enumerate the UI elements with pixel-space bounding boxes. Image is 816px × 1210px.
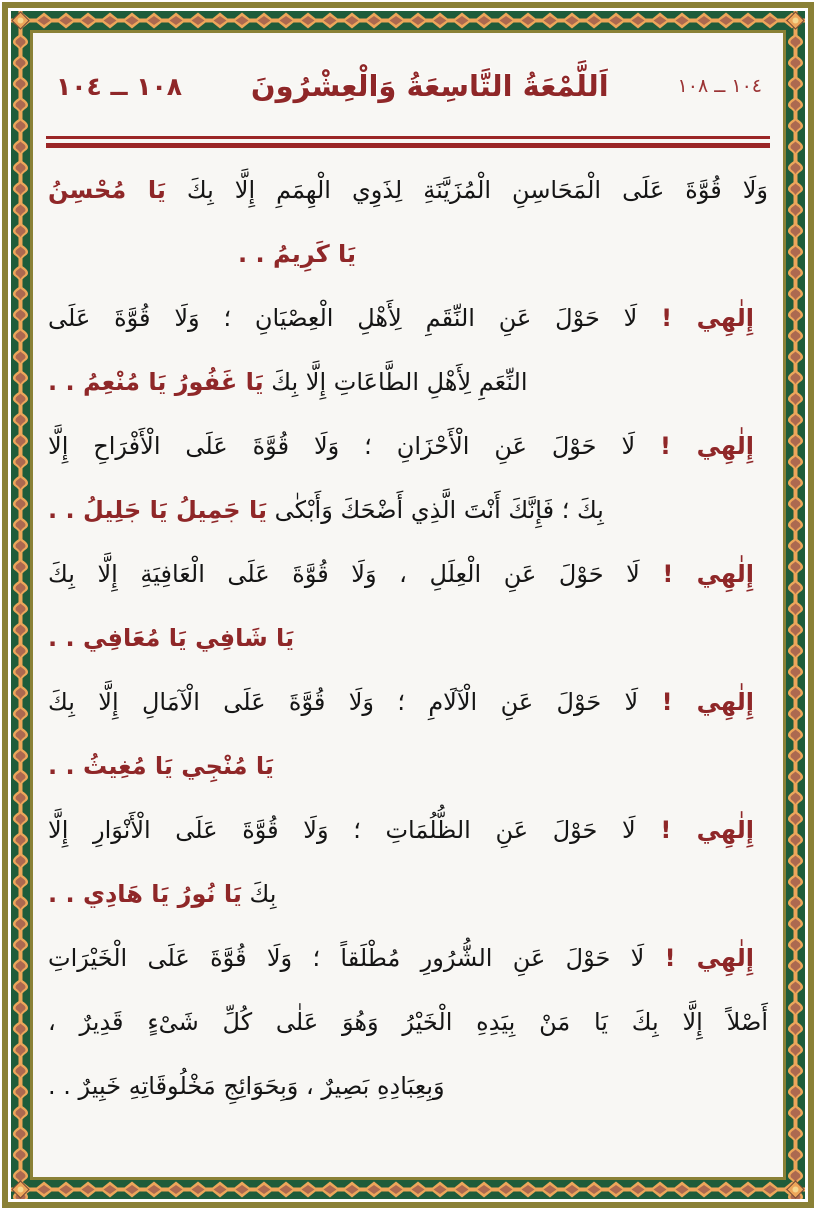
text-line: [48, 158, 768, 222]
text-line: [48, 862, 768, 926]
text-line: [48, 606, 768, 670]
text-line: [48, 222, 768, 286]
page-title: اَللَّمْعَةُ التَّاسِعَةُ وَالْعِشْرُونَ: [250, 69, 609, 103]
divine-name-emphasis: إِلٰهِي !: [660, 432, 754, 460]
text-line: [48, 350, 768, 414]
body-text-segment: النِّعَمِ لِأَهْلِ الطَّاعَاتِ إِلَّا بِكَ: [263, 368, 528, 396]
divine-name-emphasis: يَا جَمِيلُ يَا جَلِيلُ . .: [48, 496, 267, 524]
page-header: [40, 40, 776, 132]
text-line: [48, 926, 768, 990]
body-text-segment: بِكَ ؛ فَإِنَّكَ أَنْتَ الَّذِي أَضْحَكَ وَأَبْكٰى: [266, 496, 604, 524]
corner-diamond-ornament-icon: [10, 10, 31, 31]
body-text-segment: لَا حَوْلَ عَنِ النِّقَمِ لِأَهْلِ الْعِصْيَانِ ؛ وَلَا قُوَّةَ عَلَى: [48, 304, 662, 332]
body-text-segment: لَا حَوْلَ عَنِ الْأَحْزَانِ ؛ وَلَا قُوَّةَ عَلَى الْأَفْرَاحِ إِلَّا: [48, 432, 661, 460]
body-text-segment: لَا حَوْلَ عَنِ الشُّرُورِ مُطْلَقاً ؛ وَلَا قُوَّةَ عَلَى الْخَيْرَاتِ: [48, 944, 665, 972]
body-text-segment: وَبِعِبَادِهِ بَصِيرٌ ، وَبِحَوَائِجِ مَخْلُوقَاتِهِ خَبِيرٌ . .: [48, 1072, 445, 1100]
page-number-range-left: ١٠٨ ــ ١٠٤: [56, 71, 183, 101]
divine-name-emphasis: يَا كَرِيمُ . .: [238, 240, 357, 268]
divine-name-emphasis: إِلٰهِي !: [662, 560, 754, 588]
divine-name-emphasis: إِلٰهِي !: [661, 688, 754, 716]
text-line: [48, 670, 768, 734]
divine-name-emphasis: يَا مُنْجِي يَا مُغِيثُ . .: [48, 752, 274, 780]
body-text-segment: أَصْلاً إِلَّا بِكَ يَا مَنْ بِيَدِهِ الْخَيْرُ وَهُوَ عَلٰى كُلِّ شَىْءٍ قَدِيرٌ ،: [48, 1008, 768, 1036]
text-line: [48, 542, 768, 606]
prayer-text: [40, 148, 776, 1118]
text-line: [48, 734, 768, 798]
text-line: [48, 286, 768, 350]
body-text-segment: بِكَ: [241, 880, 277, 908]
divine-name-emphasis: يَا شَافِي يَا مُعَافِي . .: [48, 624, 295, 652]
text-line: [48, 798, 768, 862]
body-text-segment: لَا حَوْلَ عَنِ الظُّلُمَاتِ ؛ وَلَا قُوَّةَ عَلَى الْأَنْوَارِ إِلَّا: [48, 816, 661, 844]
page-content: [40, 40, 776, 1170]
divine-name-emphasis: يَا مُحْسِنُ: [48, 176, 166, 204]
text-line: [48, 478, 768, 542]
body-text-segment: وَلَا قُوَّةَ عَلَى الْمَحَاسِنِ الْمُزَيَّنَةِ لِذَوِي الْهِمَمِ إِلَّا بِكَ: [165, 176, 769, 204]
divine-name-emphasis: إِلٰهِي !: [664, 944, 754, 972]
corner-diamond-ornament-icon: [10, 1179, 31, 1200]
corner-diamond-ornament-icon: [785, 1179, 806, 1200]
body-text-segment: لَا حَوْلَ عَنِ الْعِلَلِ ، وَلَا قُوَّةَ عَلَى الْعَافِيَةِ إِلَّا بِكَ: [48, 560, 663, 588]
border-pattern-left: [11, 11, 30, 1199]
header-divider: [46, 136, 770, 148]
divine-name-emphasis: يَا غَفُورُ يَا مُنْعِمُ . .: [48, 368, 264, 396]
body-text-segment: لَا حَوْلَ عَنِ الْآلَامِ ؛ وَلَا قُوَّةَ عَلَى الْآمَالِ إِلَّا بِكَ: [48, 688, 662, 716]
divine-name-emphasis: إِلٰهِي !: [660, 816, 754, 844]
page-number-range-right: ١٠٤ ــ ١٠٨: [677, 75, 762, 97]
divine-name-emphasis: يَا نُورُ يَا هَادِي . .: [48, 880, 242, 908]
border-pattern-top: [11, 11, 805, 30]
text-line: [48, 990, 768, 1054]
text-line: [48, 1054, 768, 1118]
border-pattern-bottom: [11, 1180, 805, 1199]
text-line: [48, 414, 768, 478]
corner-diamond-ornament-icon: [785, 10, 806, 31]
divine-name-emphasis: إِلٰهِي !: [661, 304, 754, 332]
border-pattern-right: [786, 11, 805, 1199]
